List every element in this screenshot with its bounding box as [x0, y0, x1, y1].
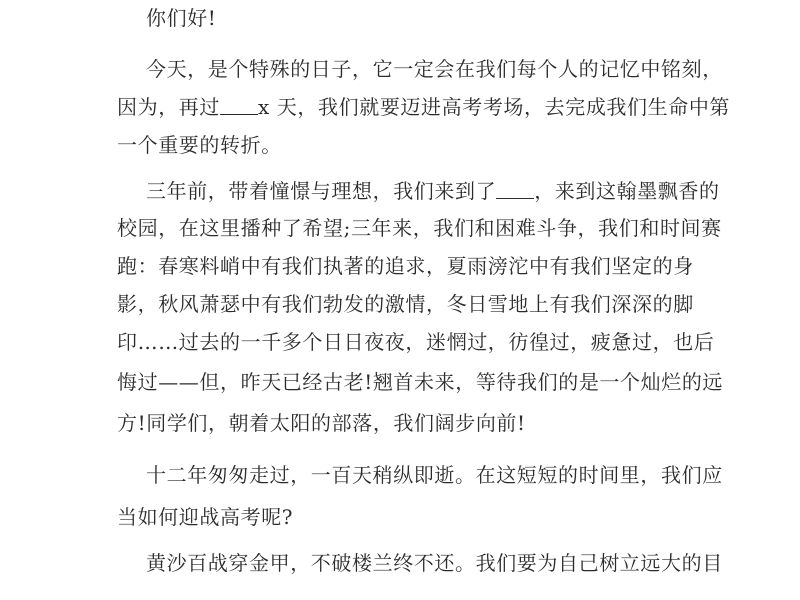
paragraph-2-line-1-prefix: 三年前，带着憧憬与理想，我们来到了: [146, 179, 497, 203]
paragraph-2-line-5: 印……过去的一千多个日日夜夜，迷惘过，彷徨过，疲惫过，也后: [117, 330, 715, 354]
paragraph-1-line-3: 一个重要的转折。: [117, 133, 282, 157]
paragraph-2-line-3: 跑：春寒料峭中有我们执著的追求，夏雨滂沱中有我们坚定的身: [117, 254, 694, 278]
paragraph-1-line-2: [117, 94, 730, 119]
paragraph-3-line-2: 当如何迎战高考呢?: [117, 505, 294, 529]
fill-in-blank-school: [496, 178, 534, 199]
paragraph-2-line-1-suffix: ，来到这翰墨飘香的: [534, 179, 720, 203]
paragraph-2-line-1: [146, 178, 720, 203]
paragraph-2-line-7: 方!同学们，朝着太阳的部落，我们阔步向前!: [117, 411, 526, 435]
paragraph-4-line-1: 黄沙百战穿金甲，不破楼兰终不还。我们要为自己树立远大的目: [146, 551, 723, 575]
paragraph-3-line-1: 十二年匆匆走过，一百天稍纵即逝。在这短短的时间里，我们应: [146, 463, 723, 487]
paragraph-1-line-1: 今天，是个特殊的日子，它一定会在我们每个人的记忆中铭刻，: [146, 57, 723, 81]
greeting-line: 你们好!: [146, 6, 217, 30]
paragraph-1-line-2-suffix: x 天，我们就要迈进高考考场，去完成我们生命中第: [258, 95, 731, 119]
fill-in-blank-days: [220, 94, 258, 115]
paragraph-2-line-6: 悔过——但，昨天已经古老!翘首未来，等待我们的是一个灿烂的远: [117, 370, 724, 394]
paragraph-1-line-2-prefix: 因为，再过: [117, 95, 220, 119]
paragraph-2-line-2: 校园，在这里播种了希望;三年来，我们和困难斗争，我们和时间赛: [117, 216, 722, 240]
paragraph-2-line-4: 影，秋风萧瑟中有我们勃发的激情，冬日雪地上有我们深深的脚: [117, 292, 694, 316]
